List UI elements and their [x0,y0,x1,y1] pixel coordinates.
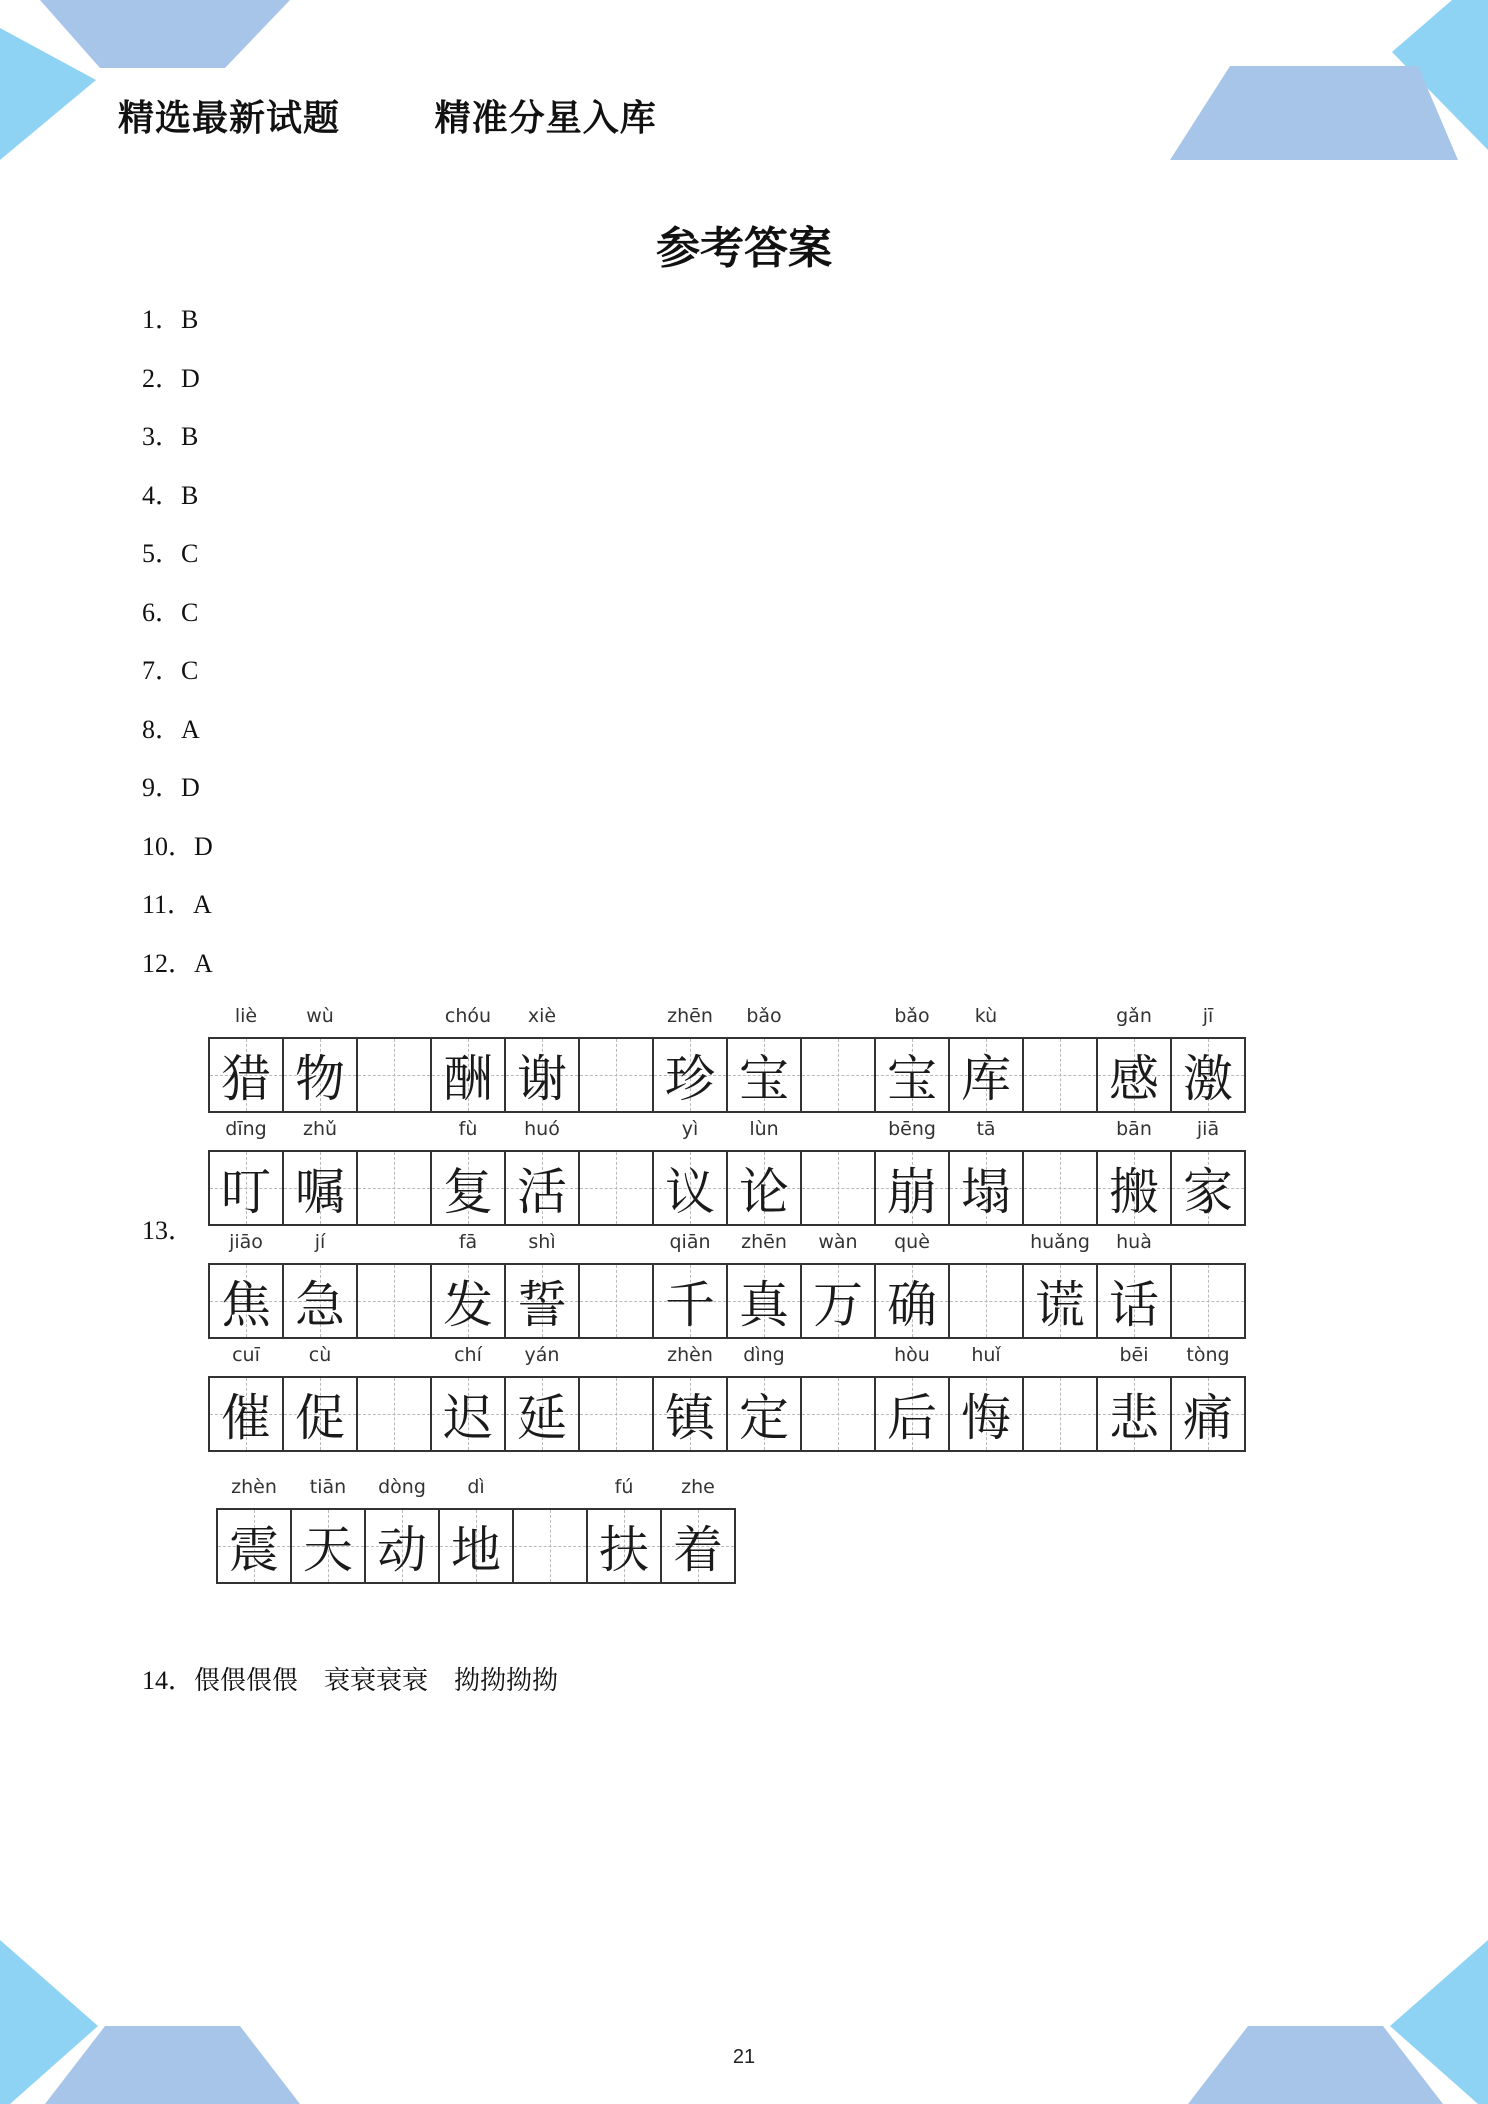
answer-item: 11．A [142,890,212,919]
empty-cell [356,1263,432,1339]
char-cell [216,1476,292,1584]
answer-item: 6．C [142,597,199,627]
pinyin-label: fù [458,1118,478,1140]
pinyin-label: jiā [1196,1118,1220,1140]
page-title: 参考答案 [656,223,832,274]
hanzi-character: 宝 [739,1050,789,1108]
hanzi-character: 搬 [1109,1163,1159,1221]
char-cell [652,1344,728,1452]
empty-cell [578,1150,654,1226]
char-cell [282,1231,358,1339]
hanzi-character: 誓 [517,1276,567,1334]
char-cell [1096,1231,1172,1339]
char-cell [726,1005,802,1113]
char-cell [430,1005,506,1113]
pinyin-label: cù [308,1344,332,1366]
char-cell [208,1005,284,1113]
hanzi-character: 着 [673,1521,723,1579]
page-number: 21 [732,2046,756,2068]
char-cell [430,1231,506,1339]
pinyin-label: shì [528,1231,556,1253]
pinyin-label: yì [681,1118,699,1140]
hanzi-character: 珍 [665,1050,715,1108]
hanzi-character: 延 [517,1389,567,1447]
hanzi-character: 扶 [599,1521,649,1579]
hanzi-character: 千 [665,1276,715,1334]
empty-cell [356,1037,432,1113]
pinyin-grid-row [208,1231,1246,1339]
char-cell [504,1118,580,1226]
pinyin-label: huǐ [971,1344,1001,1366]
hanzi-character: 复 [443,1163,493,1221]
char-cell [874,1005,950,1113]
pinyin-grid-row [208,1344,1246,1452]
char-cell [874,1344,950,1452]
pinyin-label: kù [974,1005,998,1027]
hanzi-character: 库 [961,1050,1011,1108]
answer-item: 3．B [142,422,199,451]
char-cell [1170,1344,1246,1452]
char-cell [1096,1005,1172,1113]
pinyin-label: fā [458,1231,478,1253]
hanzi-character: 叮 [221,1163,271,1221]
pinyin-label: hòu [894,1344,930,1366]
pinyin-label: gǎn [1116,1005,1152,1027]
answer-item: 12．A [142,948,213,978]
hanzi-character: 地 [451,1521,501,1579]
hanzi-character: 激 [1183,1050,1233,1108]
empty-cell [1022,1150,1098,1226]
empty-cell [1022,1037,1098,1113]
pinyin-grid-row [216,1476,736,1584]
header-slogan: 精选最新试题 精准分星入库 [118,98,657,139]
pinyin-label: liè [234,1005,258,1027]
empty-cell [578,1376,654,1452]
pinyin-label: jiāo [229,1231,263,1253]
char-cell [504,1344,580,1452]
hanzi-character: 天 [303,1521,353,1579]
pinyin-label: zhēn [667,1005,713,1027]
pinyin-label: zhèn [231,1476,277,1498]
pinyin-label: zhe [681,1476,715,1498]
pinyin-label: tiān [309,1476,347,1498]
hanzi-character: 焦 [221,1276,271,1334]
question-13-label: 13． [142,1216,195,1245]
pinyin-label: què [894,1231,930,1253]
pinyin-grid-row [208,1118,1246,1226]
hanzi-character: 急 [295,1276,345,1334]
pinyin-label: tòng [1186,1344,1230,1366]
char-cell [208,1118,284,1226]
pinyin-label: wù [306,1005,334,1027]
answer-item: 7．C [142,656,199,685]
pinyin-label: lùn [749,1118,779,1140]
decor-top-right [1170,0,1488,165]
hanzi-character: 震 [229,1521,279,1579]
char-cell [660,1476,736,1584]
char-cell [1096,1344,1172,1452]
pinyin-label: bǎo [894,1005,930,1027]
hanzi-character: 话 [1109,1276,1159,1334]
empty-cell [356,1150,432,1226]
char-cell [282,1005,358,1113]
hanzi-character: 论 [739,1163,789,1221]
pinyin-label: fú [614,1476,634,1498]
char-cell [800,1231,876,1339]
char-cell [504,1231,580,1339]
hanzi-character: 塌 [961,1163,1011,1221]
answer-item: 1．B [142,305,199,334]
char-cell [948,1005,1024,1113]
pinyin-label: bēng [888,1118,936,1140]
pinyin-label: dīng [225,1118,267,1140]
char-cell [948,1118,1024,1226]
hanzi-character: 物 [295,1050,345,1108]
hanzi-character: 万 [813,1276,863,1334]
hanzi-character: 催 [221,1389,271,1447]
char-cell [726,1344,802,1452]
char-cell [208,1231,284,1339]
char-cell [438,1476,514,1584]
answer-item: 4．B [142,480,199,510]
char-cell [652,1231,728,1339]
char-cell [1022,1231,1098,1339]
answer-item: 8．A [142,714,200,744]
pinyin-label: zhǔ [302,1118,338,1140]
hanzi-character: 痛 [1183,1389,1233,1447]
char-cell [364,1476,440,1584]
char-cell [282,1118,358,1226]
char-cell [1096,1118,1172,1226]
hanzi-character: 崩 [887,1163,937,1221]
char-cell [290,1476,366,1584]
pinyin-label: huó [524,1118,560,1140]
hanzi-character: 确 [887,1276,937,1334]
answer-item: 2．D [142,363,200,393]
char-cell [874,1231,950,1339]
hanzi-character: 议 [665,1163,715,1221]
pinyin-label: qiān [669,1231,711,1253]
empty-cell [800,1150,876,1226]
pinyin-label: tā [976,1118,996,1140]
decor-bottom-right [1178,1930,1488,2104]
hanzi-character: 悔 [961,1389,1011,1447]
hanzi-character: 宝 [887,1050,937,1108]
pinyin-label: bēi [1119,1344,1149,1366]
answer-item: 10．D [142,831,213,861]
answer-item: 9．D [142,773,200,802]
pinyin-label: zhèn [667,1344,713,1366]
hanzi-character: 促 [295,1389,345,1447]
pinyin-label: xiè [527,1005,557,1027]
hanzi-character: 后 [887,1389,937,1447]
char-cell [652,1005,728,1113]
hanzi-character: 猎 [221,1050,271,1108]
empty-cell [512,1508,588,1584]
hanzi-character: 感 [1109,1050,1159,1108]
char-cell [726,1231,802,1339]
pinyin-label: chóu [444,1005,492,1027]
hanzi-character: 嘱 [295,1163,345,1221]
decor-bottom-left [0,1930,310,2104]
char-cell [874,1118,950,1226]
empty-cell [800,1037,876,1113]
char-cell [1170,1118,1246,1226]
char-cell [726,1118,802,1226]
hanzi-character: 酬 [443,1050,493,1108]
pinyin-label: cuī [232,1344,260,1366]
empty-cell [1170,1263,1246,1339]
hanzi-character: 镇 [665,1389,715,1447]
pinyin-label: bān [1116,1118,1152,1140]
pinyin-label: huǎng [1030,1231,1090,1253]
hanzi-character: 迟 [443,1389,493,1447]
pinyin-label: huà [1116,1231,1152,1253]
empty-cell [578,1037,654,1113]
pinyin-label: jī [1202,1005,1214,1027]
empty-cell [356,1376,432,1452]
hanzi-character: 谢 [517,1050,567,1108]
pinyin-label: dì [467,1476,485,1498]
pinyin-label: dòng [378,1476,426,1498]
hanzi-character: 定 [739,1389,789,1447]
char-cell [430,1118,506,1226]
hanzi-character: 家 [1183,1163,1233,1221]
empty-cell [800,1376,876,1452]
question-14-answer: 14．偎偎偎偎 衰衰衰衰 拗拗拗拗 [142,1666,559,1695]
answer-list [142,300,213,1002]
empty-cell [948,1263,1024,1339]
answer-item: 5．C [142,539,199,568]
pinyin-label: chí [454,1344,482,1366]
pinyin-label: bǎo [746,1005,782,1027]
char-cell [430,1344,506,1452]
pinyin-label: zhēn [741,1231,787,1253]
char-cell [1170,1005,1246,1113]
pinyin-label: yán [524,1344,560,1366]
hanzi-character: 谎 [1035,1276,1085,1334]
pinyin-label: jí [314,1231,326,1253]
hanzi-character: 发 [443,1276,493,1334]
empty-cell [578,1263,654,1339]
hanzi-character: 悲 [1109,1389,1159,1447]
char-cell [282,1344,358,1452]
pinyin-grid-row [208,1005,1246,1113]
pinyin-label: dìng [743,1344,785,1366]
char-cell [586,1476,662,1584]
char-cell [208,1344,284,1452]
pinyin-label: wàn [818,1231,858,1253]
hanzi-character: 活 [517,1163,567,1221]
hanzi-character: 真 [739,1276,789,1334]
char-cell [948,1344,1024,1452]
empty-cell [1022,1376,1098,1452]
char-cell [504,1005,580,1113]
hanzi-character: 动 [377,1521,427,1579]
char-cell [652,1118,728,1226]
